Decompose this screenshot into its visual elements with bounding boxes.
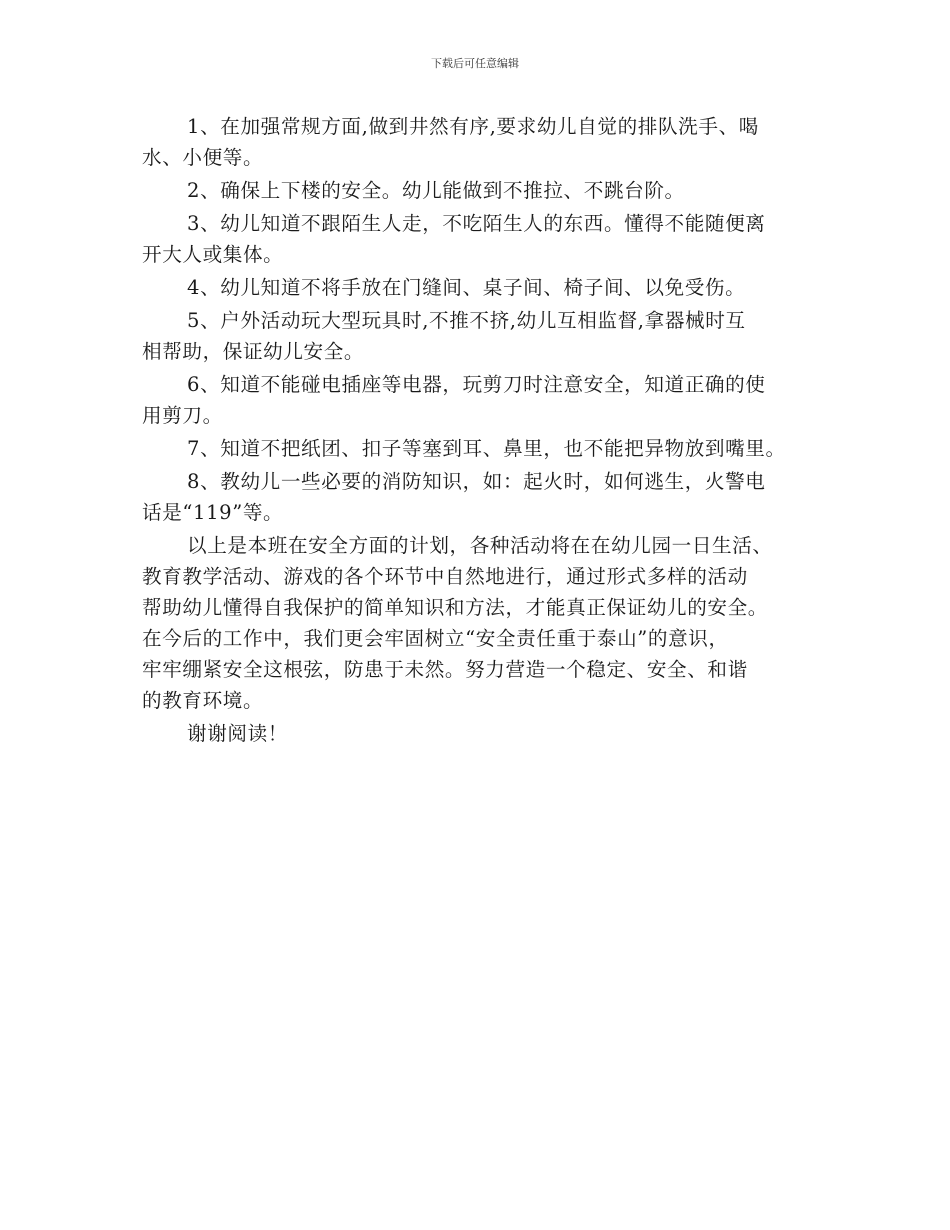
paragraph-line: 谢谢阅读！ <box>187 722 288 745</box>
paragraph-8 <box>142 466 832 528</box>
paragraph-line: 帮助幼儿懂得自我保护的简单知识和方法，才能真正保证幼儿的安全。 <box>142 596 769 619</box>
paragraph-line: 以上是本班在安全方面的计划，各种活动将在在幼儿园一日生活、 <box>187 534 773 557</box>
paragraph-line: 在今后的工作中，我们更会牢固树立“安全责任重于泰山”的意识， <box>142 627 729 650</box>
paragraph-summary <box>142 530 832 716</box>
paragraph-line: 开大人或集体。 <box>142 243 284 266</box>
paragraph-line: 7、知道不把纸团、扣子等塞到耳、鼻里，也不能把异物放到嘴里。 <box>187 437 786 460</box>
paragraph-line: 6、知道不能碰电插座等电器，玩剪刀时注意安全，知道正确的使 <box>187 373 766 396</box>
paragraph-4 <box>142 272 832 303</box>
paragraph-1 <box>142 111 832 173</box>
paragraph-line: 用剪刀。 <box>142 404 223 427</box>
paragraph-line: 的教育环境。 <box>142 689 264 712</box>
paragraph-line: 4、幼儿知道不将手放在门缝间、桌子间、椅子间、以免受伤。 <box>187 276 746 299</box>
paragraph-line: 1、在加强常规方面,做到井然有序,要求幼儿自觉的排队洗手、喝 <box>187 115 759 138</box>
paragraph-closing <box>142 718 832 749</box>
paragraph-line: 8、教幼儿一些必要的消防知识，如：起火时，如何逃生，火警电 <box>187 470 766 493</box>
paragraph-line: 5、户外活动玩大型玩具时,不推不挤,幼儿互相监督,拿器械时互 <box>187 309 746 332</box>
paragraph-3 <box>142 208 832 270</box>
paragraph-line: 3、幼儿知道不跟陌生人走，不吃陌生人的东西。懂得不能随便离 <box>187 212 766 235</box>
paragraph-6 <box>142 369 832 431</box>
paragraph-line: 牢牢绷紧安全这根弦，防患于未然。努力营造一个稳定、安全、和谐 <box>142 658 748 681</box>
paragraph-line: 相帮助，保证幼儿安全。 <box>142 340 365 363</box>
paragraph-2 <box>142 175 832 206</box>
paragraph-7 <box>142 433 832 464</box>
paragraph-line: 2、确保上下楼的安全。幼儿能做到不推拉、不跳台阶。 <box>187 179 685 202</box>
paragraph-5 <box>142 305 832 367</box>
paragraph-line: 水、小便等。 <box>142 146 264 169</box>
paragraph-line: 话是“119”等。 <box>142 501 284 524</box>
document-body <box>142 111 832 751</box>
paragraph-line: 教育教学活动、游戏的各个环节中自然地进行，通过形式多样的活动 <box>142 565 748 588</box>
page-header: 下载后可任意编辑 <box>431 57 519 70</box>
